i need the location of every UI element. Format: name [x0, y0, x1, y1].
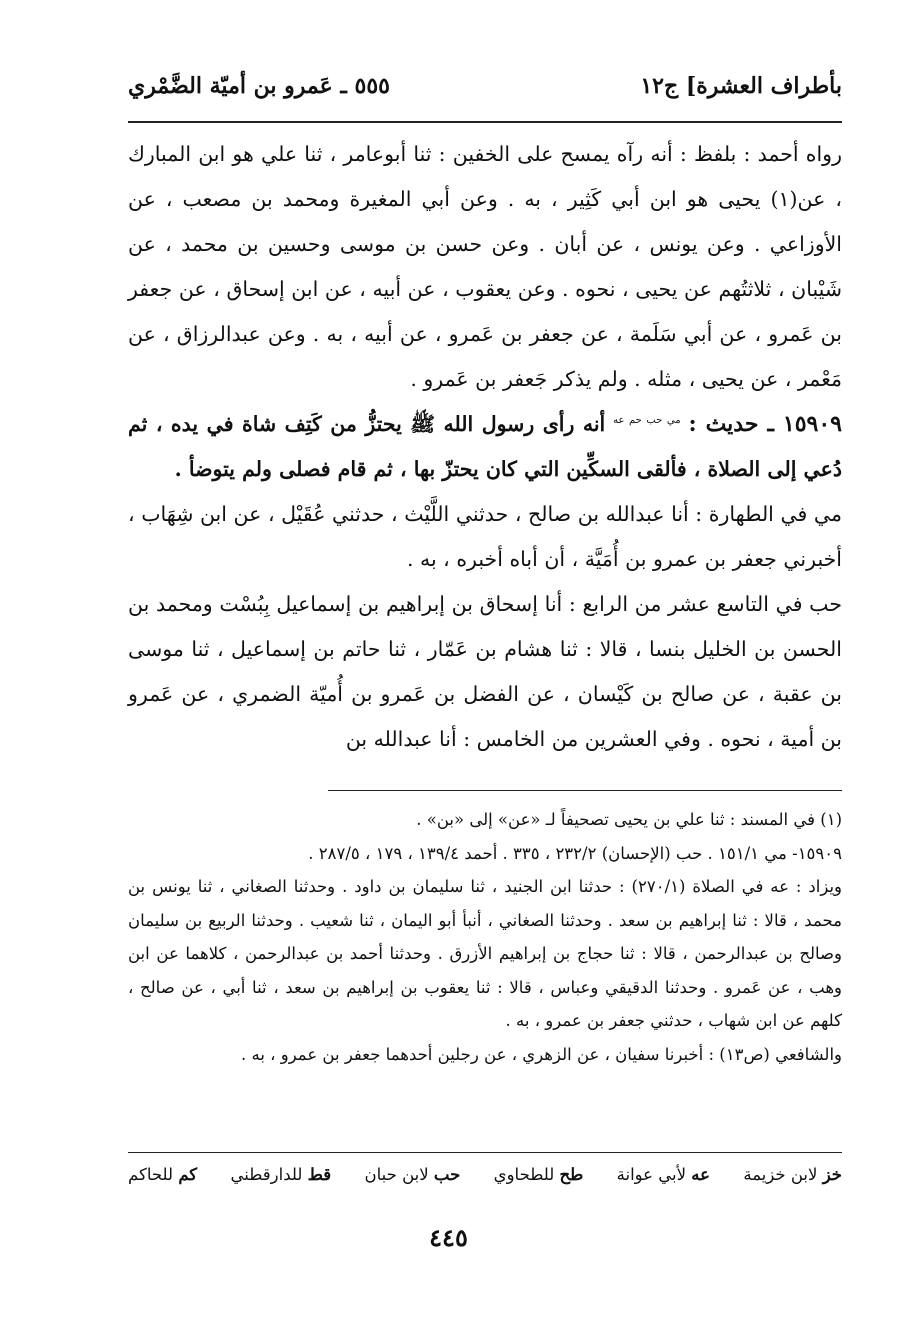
- hadith-number: ١٥٩٠٩ ـ حديث :: [688, 411, 842, 437]
- page-number: ٤٤٥: [429, 1223, 468, 1252]
- hadith-text: أنه رأى رسول الله ﷺ يحتزُّ من كَتِف شاة في يده ، ثم دُعي إلى الصلاة ، فألقى السكِّين التي كان يحتزّ بها ، ثم قام فصلى ولم يتوضأ .: [128, 412, 842, 481]
- footnote-divider: [328, 790, 842, 791]
- footnote-1: (١) في المسند : ثنا علي بن يحيى تصحيفاً لـ «عن» إلى «بن» .: [416, 810, 842, 829]
- footnote-additions: ويزاد : عه في الصلاة (٢٧٠/١) : حدثنا ابن الجنيد ، ثنا سليمان بن داود . وحدثنا الصغاني ، ثنا يونس بن محمد ، قالا : ثنا إبراهيم بن سعد . وحدثنا الصغاني ، أنبأ أبو اليمان ، ثنا شعيب . وحدثنا الربيع بن سليمان وصالح بن عبدالرحمن ، قالا : ثنا حجاج بن إبراهيم الأزرق . وحدثنا أحمد بن عبدالرحمن ، كلاهما عن ابن وهب ، عن عَمرو . وحدثنا الدقيقي وعباس ، قالا : ثنا يعقوب بن إبراهيم بن سعد ، ثنا أبي ، عن صالح ، كلهم عن ابن شهاب ، حدثني جعفر بن عمرو ، به .: [128, 877, 843, 1030]
- book-title: بأطراف العشرة] ج١٢: [640, 73, 842, 99]
- main-text: [128, 132, 842, 762]
- running-header: [128, 66, 842, 106]
- abbreviations-divider: [128, 1152, 842, 1153]
- footnote-shafii: والشافعي (ص١٣) : أخبرنا سفيان ، عن الزهري ، عن رجلين أحدهما جعفر بن عمرو ، به .: [240, 1044, 842, 1064]
- abbreviation-key: [128, 1165, 842, 1184]
- hadith-heading: [128, 402, 842, 492]
- abbreviation-item: كم للحاكم: [128, 1165, 198, 1184]
- paragraph-ahmad: رواه أحمد : بلفظ : أنه رآه يمسح على الخفين : ثنا أبوعامر ، ثنا علي هو ابن المبارك ، عن(١) يحيى هو ابن أبي كَثِير ، به . وعن أبي المغيرة ومحمد بن مصعب ، عن الأوزاعي . وعن يونس ، عن أبان . وعن حسن بن موسى وحسين بن محمد ، عن شَيْبان ، ثلاثتُهم عن يحيى ، نحوه . وعن يعقوب ، عن أبيه ، عن ابن إسحاق ، عن جعفر بن عَمرو ، عن أبي سَلَمة ، عن جعفر بن عَمرو ، عن أبيه ، به . وعن عبدالرزاق ، عن مَعْمر ، عن يحيى ، مثله . ولم يذكر جَعفر بن عَمرو .: [128, 142, 842, 391]
- abbreviation-item: قط للدارقطني: [230, 1165, 332, 1184]
- chapter-title: ٥٥٥ ـ عَمرو بن أميّة الضَّمْري: [128, 73, 390, 99]
- abbreviation-item: حب لابن حبان: [364, 1165, 461, 1184]
- header-divider: [128, 121, 842, 123]
- abbreviation-item: عه لأبي عوانة: [616, 1165, 710, 1184]
- footnote-references: ١٥٩٠٩- مي ١٥١/١ . حب (الإحسان) ٢٣٢/٢ ، ٣٣٥ . أحمد ١٣٩/٤ ، ١٧٩ ، ٢٨٧/٥ .: [308, 843, 842, 863]
- paragraph-darimi: مي في الطهارة : أنا عبدالله بن صالح ، حدثني اللَّيْث ، حدثني عُقَيْل ، عن ابن شِهَاب ، أخبرني جعفر بن عمرو بن أُمَيَّة ، أن أباه أخبره ، به .: [128, 502, 842, 571]
- abbreviation-item: طح للطحاوي: [493, 1165, 584, 1184]
- source-markers: مي حب حم عه: [613, 415, 681, 427]
- paragraph-ibn-hibban: حب في التاسع عشر من الرابع : أنا إسحاق بن إبراهيم بن إسماعيل بِبُسْت ومحمد بن الحسن بن الخليل بنسا ، قالا : ثنا هشام بن عَمّار ، ثنا حاتم بن إسماعيل ، ثنا موسى بن عقبة ، عن صالح بن كَيْسان ، عن الفضل بن عَمرو بن أُميّة الضمري ، عن عَمرو بن أمية ، نحوه . وفي العشرين من الخامس : أنا عبدالله بن: [128, 592, 842, 751]
- abbreviation-item: خز لابن خزيمة: [743, 1165, 842, 1184]
- footnotes: [128, 803, 842, 1071]
